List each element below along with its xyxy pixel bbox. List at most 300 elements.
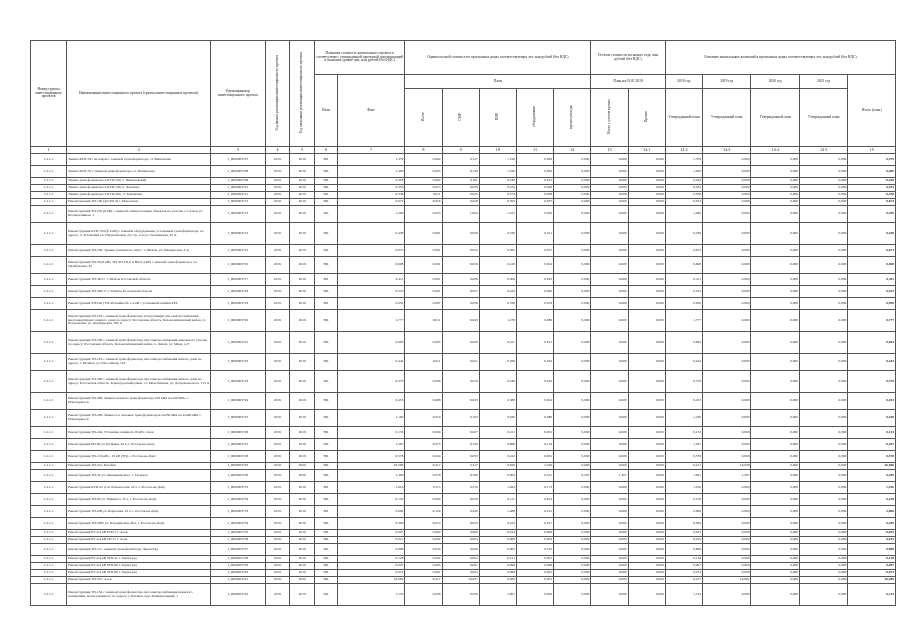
other-remaining-cell: 0,000 — [628, 310, 665, 332]
project-id-cell: J_0000003723 — [211, 371, 265, 393]
header-other: Прочие — [628, 89, 665, 147]
project-name-cell: Реконструкция ТП-160 (ф3-РП-3) г. Морозовск — [67, 199, 211, 206]
header-total-plan: Итого (план) — [848, 75, 896, 147]
value-2018-cell: 0,025 — [665, 530, 702, 537]
total-cost-cell: 0,004 — [405, 427, 442, 439]
group-number-cell: 1.2.1.1 — [31, 185, 67, 192]
group-number-cell: 1.2.1.1 — [31, 257, 67, 274]
group-number-cell: 1.2.1.1 — [31, 166, 67, 178]
pir-cost-cell: 0,066 — [479, 570, 516, 577]
value-2021-cell: 0,000 — [799, 439, 847, 451]
pir-cost-cell: 1,493 — [479, 482, 516, 494]
pir-cost-cell: 0,248 — [479, 371, 516, 393]
other-remaining-cell: 0,000 — [628, 427, 665, 439]
table-row — [31, 494, 896, 506]
pir-cost-cell: 0,562 — [479, 245, 516, 257]
group-number-cell: 1.2.1.1 — [31, 577, 67, 584]
total-plan-cell: 0,950 — [848, 298, 896, 310]
other-cost-cell: 0,000 — [554, 544, 591, 556]
start-year-cell: 2019 — [265, 166, 290, 178]
value-2020-cell: 0,000 — [751, 563, 799, 570]
start-year-cell: 2019 — [265, 537, 290, 544]
cost-plan-cell: НД — [315, 584, 338, 606]
value-2018-cell: 0,898 — [665, 544, 702, 556]
value-2019-cell: 0,000 — [702, 223, 750, 245]
smr-cost-cell: 0,058 — [442, 185, 479, 192]
other-remaining-cell: 0,000 — [628, 371, 665, 393]
table-row — [31, 463, 896, 470]
equipment-cost-cell: 0,001 — [516, 570, 553, 577]
header-full-cost-estimate: Оценка полной стоимости в прогнозных ценах соответствующих лет, млн рублей (без НДС) — [405, 41, 591, 75]
pir-cost-cell: 1,278 — [479, 310, 516, 332]
cost-fact-cell: 1,406 — [337, 166, 405, 178]
other-remaining-cell: 0,000 — [628, 584, 665, 606]
other-cost-cell: 0,000 — [554, 245, 591, 257]
equipment-cost-cell: 0,016 — [516, 371, 553, 393]
other-remaining-cell: 0,000 — [628, 206, 665, 223]
total-cost-cell: 0,028 — [405, 584, 442, 606]
cost-fact-cell: 0,338 — [337, 192, 405, 199]
project-id-cell: J_0000003736 — [211, 537, 265, 544]
value-2019-cell: 0,000 — [702, 506, 750, 518]
value-2020-cell: 0,000 — [751, 274, 799, 286]
group-number-cell: 1.2.1.1 — [31, 470, 67, 482]
other-cost-cell: 0,000 — [554, 206, 591, 223]
pir-cost-cell: 0,650 — [479, 463, 516, 470]
equipment-cost-cell: 0,063 — [516, 166, 553, 178]
project-id-cell: J_0000003722 — [211, 354, 265, 371]
construction-cell: 0,000 — [591, 451, 628, 463]
value-2018-cell: 0,438 — [665, 223, 702, 245]
other-cost-cell: 0,000 — [554, 537, 591, 544]
total-plan-cell: 0,673 — [848, 245, 896, 257]
project-id-cell: J_0000003707 — [211, 154, 265, 166]
value-2020-cell: 0,000 — [751, 257, 799, 274]
other-remaining-cell: 0,000 — [628, 439, 665, 451]
table-row — [31, 537, 896, 544]
construction-cell: 0,000 — [591, 506, 628, 518]
pir-cost-cell: 0,926 — [479, 410, 516, 427]
value-2021-cell: 0,000 — [799, 544, 847, 556]
project-id-cell: J_0000003711 — [211, 192, 265, 199]
total-plan-cell: 0,444 — [848, 354, 896, 371]
construction-cell: 0,000 — [591, 544, 628, 556]
start-year-cell: 2019 — [265, 518, 290, 530]
group-number-cell: 1.2.1.1 — [31, 178, 67, 185]
value-2019-cell: 0,000 — [702, 257, 750, 274]
cost-plan-cell: НД — [315, 439, 338, 451]
equipment-cost-cell: 0,086 — [516, 310, 553, 332]
end-year-cell: 2019 — [290, 354, 315, 371]
value-2021-cell: 0,000 — [799, 506, 847, 518]
pir-cost-cell: 1,161 — [479, 206, 516, 223]
end-year-cell: 2019 — [290, 506, 315, 518]
cost-fact-cell: 0,309 — [337, 518, 405, 530]
total-cost-cell: 0,001 — [405, 223, 442, 245]
construction-cell: 0,000 — [591, 563, 628, 570]
value-2018-cell: 0,523 — [665, 286, 702, 298]
value-2019-cell: 0,000 — [702, 371, 750, 393]
value-2021-cell: 0,000 — [799, 393, 847, 410]
value-2021-cell: 0,000 — [799, 427, 847, 439]
table-row — [31, 451, 896, 463]
total-cost-cell: 0,120 — [405, 506, 442, 518]
table-row — [31, 199, 896, 206]
other-cost-cell: 0,000 — [554, 199, 591, 206]
other-cost-cell: 0,000 — [554, 354, 591, 371]
total-plan-cell: 0,338 — [848, 192, 896, 199]
value-2020-cell: 0,000 — [751, 537, 799, 544]
construction-cell: 0,000 — [591, 463, 628, 470]
group-number-cell: 1.2.1.1 — [31, 354, 67, 371]
cost-fact-cell: 1,297 — [337, 439, 405, 451]
start-year-cell: 2019 — [265, 393, 290, 410]
value-2018-cell: 0,693 — [665, 332, 702, 354]
project-name-cell: Реконструкция ТП-2 (6 кВ) - 10 кВ (ТП), г. Ростов-на-Дону — [67, 451, 211, 463]
cost-fact-cell: 1,290 — [337, 206, 405, 223]
pir-cost-cell: 0,200 — [479, 577, 516, 584]
end-year-cell: 2019 — [290, 223, 315, 245]
header-capital-investment: Освоение капитальных вложений в прогнозных ценах соответствующих лет, млн рублей (без НДС) — [665, 41, 895, 75]
table-row — [31, 286, 896, 298]
cost-fact-cell: 0,015 — [337, 537, 405, 544]
construction-cell: 0,000 — [591, 577, 628, 584]
cost-plan-cell: НД — [315, 371, 338, 393]
construction-cell: 0,000 — [591, 354, 628, 371]
other-remaining-cell: 0,000 — [628, 274, 665, 286]
value-2020-cell: 0,000 — [751, 570, 799, 577]
value-2021-cell: 0,000 — [799, 274, 847, 286]
smr-cost-cell: 0,056 — [442, 257, 479, 274]
start-year-cell: 2019 — [265, 584, 290, 606]
cost-fact-cell: 0,453 — [337, 393, 405, 410]
equipment-cost-cell: 0,080 — [516, 410, 553, 427]
table-row — [31, 530, 896, 537]
equipment-cost-cell: 0,079 — [516, 298, 553, 310]
cost-plan-cell: НД — [315, 482, 338, 494]
project-id-cell: J_0000003734 — [211, 518, 265, 530]
project-name-cell: Реконструкция ТП-236 с заменой трансформатора для электроснабжения земельного участка по адресу: Ростовская область, Белокалитвинский район, х. Лихой, ул. Мира, д. 8 — [67, 332, 211, 354]
other-remaining-cell: 0,000 — [628, 482, 665, 494]
other-cost-cell: 0,000 — [554, 274, 591, 286]
project-id-cell: J_0000003720 — [211, 310, 265, 332]
cost-fact-cell: 0,025 — [337, 530, 405, 537]
other-cost-cell: 0,000 — [554, 393, 591, 410]
other-remaining-cell: 0,000 — [628, 332, 665, 354]
end-year-cell: 2019 — [290, 570, 315, 577]
smr-cost-cell: 3,317 — [442, 463, 479, 470]
total-plan-cell: 0,674 — [848, 199, 896, 206]
pir-cost-cell: 1,001 — [479, 584, 516, 606]
cost-plan-cell: НД — [315, 393, 338, 410]
start-year-cell: 2019 — [265, 178, 290, 185]
smr-cost-cell: 0,004 — [442, 537, 479, 544]
cost-plan-cell: НД — [315, 274, 338, 286]
project-id-cell: J_0000003714 — [211, 223, 265, 245]
group-number-cell: 1.2.1.1 — [31, 298, 67, 310]
construction-cell: 0,000 — [591, 166, 628, 178]
pir-cost-cell: 0,230 — [479, 178, 516, 185]
header-planned-cost: Плановая стоимость капитального проекта в соответствии с утвержденной проектной документацией в базисном уровне цен, млн рублей (без НДС) — [315, 41, 405, 75]
value-2019-cell: 0,000 — [702, 310, 750, 332]
end-year-cell: 2019 — [290, 410, 315, 427]
end-year-cell: 2020 — [290, 470, 315, 482]
end-year-cell: 2019 — [290, 537, 315, 544]
value-2019-cell: 0,000 — [702, 427, 750, 439]
equipment-cost-cell: 0,015 — [516, 178, 553, 185]
column-number: 4 — [265, 147, 290, 154]
value-2019-cell: 0,000 — [702, 439, 750, 451]
cost-fact-cell: 16,586 — [337, 463, 405, 470]
total-plan-cell: 0,379 — [848, 371, 896, 393]
group-number-cell: 1.2.1.1 — [31, 570, 67, 577]
total-cost-cell: 0,016 — [405, 199, 442, 206]
project-id-cell: J_0000003717 — [211, 274, 265, 286]
start-year-cell: 2019 — [265, 274, 290, 286]
project-name-cell: Реконструкция ТП-2095 ул. Батуринская, 48 а, г. Ростов-на-Дону — [67, 518, 211, 530]
other-cost-cell: 0,000 — [554, 494, 591, 506]
end-year-cell: 2019 — [290, 439, 315, 451]
equipment-cost-cell: 0,173 — [516, 482, 553, 494]
table-row — [31, 178, 896, 185]
total-plan-cell: 0,406 — [848, 166, 896, 178]
value-2018-cell: 0,411 — [665, 274, 702, 286]
other-remaining-cell: 0,000 — [628, 286, 665, 298]
project-name-cell: Реконструкция ТП-82 ул. Урицкого, 25 а, г. Ростов-на-Дону — [67, 494, 211, 506]
value-2020-cell: 0,000 — [751, 584, 799, 606]
smr-cost-cell: 0,189 — [442, 470, 479, 482]
column-number: 1 — [31, 147, 67, 154]
value-2018-cell: 0,150 — [665, 494, 702, 506]
smr-cost-cell: 0,048 — [442, 544, 479, 556]
cost-fact-cell: 1,916 — [337, 482, 405, 494]
start-year-cell: 2019 — [265, 544, 290, 556]
cost-fact-cell: 0,523 — [337, 286, 405, 298]
cost-fact-cell: 0,379 — [337, 371, 405, 393]
table-row — [31, 427, 896, 439]
total-cost-cell: 0,087 — [405, 298, 442, 310]
value-2018-cell: 0,338 — [665, 192, 702, 199]
header-year-2021: 2021 год — [799, 75, 847, 89]
total-cost-cell: 0,053 — [405, 206, 442, 223]
project-name-cell: Реконструкция ТП-209 ул. Береговая, 25 а, г. Ростов-на-Дону — [67, 506, 211, 518]
end-year-cell: 2019 — [290, 298, 315, 310]
total-cost-cell: 0,005 — [405, 563, 442, 570]
project-id-cell: J_0000003726 — [211, 427, 265, 439]
project-name-cell: Замена трансформатора в КТП-140, п. Чертково — [67, 185, 211, 192]
value-2021-cell: 0,000 — [799, 570, 847, 577]
cost-plan-cell: НД — [315, 192, 338, 199]
total-plan-cell: 0,128 — [848, 556, 896, 563]
cost-fact-cell: 0,578 — [337, 451, 405, 463]
value-2018-cell: 0,417 — [665, 463, 702, 470]
cost-fact-cell: 1,379 — [337, 154, 405, 166]
cost-plan-cell: НД — [315, 470, 338, 482]
value-2021-cell: 0,000 — [799, 199, 847, 206]
table-row — [31, 274, 896, 286]
group-number-cell: 1.2.1.1 — [31, 223, 67, 245]
equipment-cost-cell: 0,011 — [516, 223, 553, 245]
group-number-cell: 1.2.1.1 — [31, 451, 67, 463]
value-2019-cell: 0,000 — [702, 298, 750, 310]
other-remaining-cell: 0,000 — [628, 556, 665, 563]
construction-cell: 0,000 — [591, 178, 628, 185]
group-number-cell: 1.2.1.1 — [31, 393, 67, 410]
start-year-cell: 2019 — [265, 332, 290, 354]
value-2020-cell: 0,000 — [751, 577, 799, 584]
column-number: 6 — [315, 147, 338, 154]
construction-cell: 0,000 — [591, 310, 628, 332]
value-2018-cell: 2,000 — [665, 506, 702, 518]
start-year-cell: 2019 — [265, 563, 290, 570]
column-number: 14.3 — [702, 147, 750, 154]
end-year-cell: 2019 — [290, 206, 315, 223]
project-name-cell: Реконструкция ТП-219 с заменой трансформатора для электроснабжения жилого дома по адресу: г. Батайск, ул. Шоссейная, 143 — [67, 354, 211, 371]
total-plan-cell: 0,015 — [848, 537, 896, 544]
other-remaining-cell: 0,000 — [628, 354, 665, 371]
cost-plan-cell: НД — [315, 537, 338, 544]
equipment-cost-cell: 0,024 — [516, 393, 553, 410]
project-id-cell: J_0000003731 — [211, 482, 265, 494]
other-remaining-cell: 0,000 — [628, 577, 665, 584]
equipment-cost-cell: 0,761 — [516, 544, 553, 556]
other-cost-cell: 0,000 — [554, 518, 591, 530]
end-year-cell: 2019 — [290, 166, 315, 178]
cost-fact-cell: 1,309 — [337, 470, 405, 482]
value-2021-cell: 0,000 — [799, 166, 847, 178]
other-remaining-cell: 0,000 — [628, 518, 665, 530]
cost-plan-cell: НД — [315, 154, 338, 166]
header-other-costs: прочие расходы — [554, 89, 591, 147]
other-remaining-cell: 0,000 — [628, 298, 665, 310]
header-equipment: оборудование — [516, 89, 553, 147]
value-2020-cell: 0,000 — [751, 482, 799, 494]
construction-cell: 0,000 — [591, 494, 628, 506]
pir-cost-cell: 0,299 — [479, 354, 516, 371]
other-cost-cell: 0,000 — [554, 530, 591, 537]
value-2019-cell: 0,000 — [702, 192, 750, 199]
value-2018-cell: 0,698 — [665, 257, 702, 274]
value-2021-cell: 0,000 — [799, 332, 847, 354]
value-2020-cell: 0,000 — [751, 393, 799, 410]
equipment-cost-cell: 0,001 — [516, 556, 553, 563]
smr-cost-cell: 0,019 — [442, 371, 479, 393]
pir-cost-cell: 1,488 — [479, 506, 516, 518]
value-2020-cell: 0,000 — [751, 451, 799, 463]
total-plan-cell: 0,097 — [848, 563, 896, 570]
cost-plan-cell: НД — [315, 506, 338, 518]
equipment-cost-cell: 0,161 — [516, 506, 553, 518]
equipment-cost-cell: 0,050 — [516, 206, 553, 223]
table-row — [31, 310, 896, 332]
group-number-cell: 1.2.1.1 — [31, 206, 67, 223]
value-2019-cell: 0,000 — [702, 206, 750, 223]
value-2021-cell: 0,000 — [799, 451, 847, 463]
pir-cost-cell: 1,190 — [479, 154, 516, 166]
group-number-cell: 1.2.1.1 — [31, 463, 67, 470]
value-2019-cell: 1,307 — [702, 470, 750, 482]
header-plan-2018: План на 01.01.2018 — [591, 75, 665, 89]
group-number-cell: 1.2.1.1 — [31, 506, 67, 518]
total-plan-cell: 0,160 — [848, 410, 896, 427]
header-estimate-plan: План — [405, 75, 591, 89]
header-approved-2019: Утвержденный план — [702, 89, 750, 147]
construction-cell: 0,000 — [591, 206, 628, 223]
cost-plan-cell: НД — [315, 494, 338, 506]
value-2020-cell: 0,000 — [751, 410, 799, 427]
value-2018-cell: 0,379 — [665, 371, 702, 393]
smr-cost-cell: 0,026 — [442, 332, 479, 354]
value-2018-cell: 0,444 — [665, 354, 702, 371]
start-year-cell: 2019 — [265, 570, 290, 577]
total-plan-cell: 0,333 — [848, 185, 896, 192]
other-remaining-cell: 0,000 — [628, 570, 665, 577]
other-remaining-cell: 0,000 — [628, 166, 665, 178]
other-remaining-cell: 0,000 — [628, 463, 665, 470]
end-year-cell: 2019 — [290, 393, 315, 410]
value-2021-cell: 0,000 — [799, 371, 847, 393]
project-id-cell: I_0000003742 — [211, 584, 265, 606]
project-name-cell: Реконструкция ТП-300 с заменой трансформатора для электроснабжения жилого дома по адресу: Ростовская область, Зерноградский район, ст. Мечетинская, ул. Добровольского, 113 А — [67, 371, 211, 393]
other-cost-cell: 0,000 — [554, 310, 591, 332]
construction-cell: 0,000 — [591, 371, 628, 393]
total-cost-cell: 0,002 — [405, 556, 442, 563]
other-cost-cell: 0,000 — [554, 439, 591, 451]
cost-plan-cell: НД — [315, 563, 338, 570]
pir-cost-cell: 0,121 — [479, 556, 516, 563]
equipment-cost-cell: 0,061 — [516, 451, 553, 463]
total-cost-cell: 0,115 — [405, 482, 442, 494]
column-number: 13 — [591, 147, 628, 154]
equipment-cost-cell: 2,226 — [516, 463, 553, 470]
value-2019-cell: 0,000 — [702, 451, 750, 463]
header-project-id: Идентификатор инвестиционного проекта — [211, 41, 265, 147]
start-year-cell: 2019 — [265, 439, 290, 451]
group-number-cell: 1.2.1.1 — [31, 439, 67, 451]
total-cost-cell: 0,006 — [405, 371, 442, 393]
investment-projects-table — [30, 40, 896, 606]
table-header — [31, 41, 896, 154]
total-cost-cell: 0,001 — [405, 570, 442, 577]
end-year-cell: 2019 — [290, 427, 315, 439]
smr-cost-cell: 0,043 — [442, 310, 479, 332]
table-row — [31, 470, 896, 482]
column-number-row — [31, 147, 896, 154]
construction-cell: 0,000 — [591, 185, 628, 192]
value-2020-cell: 0,000 — [751, 154, 799, 166]
total-plan-cell: 0,578 — [848, 451, 896, 463]
value-2021-cell: 0,000 — [799, 192, 847, 199]
construction-cell: 0,000 — [591, 482, 628, 494]
pir-cost-cell: 0,274 — [479, 192, 516, 199]
header-year-2019: 2019 год — [702, 75, 750, 89]
value-2020-cell: 0,000 — [751, 427, 799, 439]
table-row — [31, 577, 896, 584]
smr-cost-cell: 0,016 — [442, 494, 479, 506]
project-id-cell: I_0000003740 — [211, 570, 265, 577]
other-cost-cell: 0,000 — [554, 584, 591, 606]
group-number-cell: 1.2.1.1 — [31, 537, 67, 544]
value-2020-cell: 0,000 — [751, 463, 799, 470]
header-approved-2018: Утвержденный план — [665, 89, 702, 147]
smr-cost-cell: 0,033 — [442, 393, 479, 410]
start-year-cell: 2019 — [265, 494, 290, 506]
value-2019-cell: 16,039 — [702, 463, 750, 470]
group-number-cell: 1.2.1.1 — [31, 286, 67, 298]
header-group-number: Номер группы инвестиционных проектов — [31, 41, 67, 147]
start-year-cell: 2019 — [265, 245, 290, 257]
value-2020-cell: 0,000 — [751, 470, 799, 482]
